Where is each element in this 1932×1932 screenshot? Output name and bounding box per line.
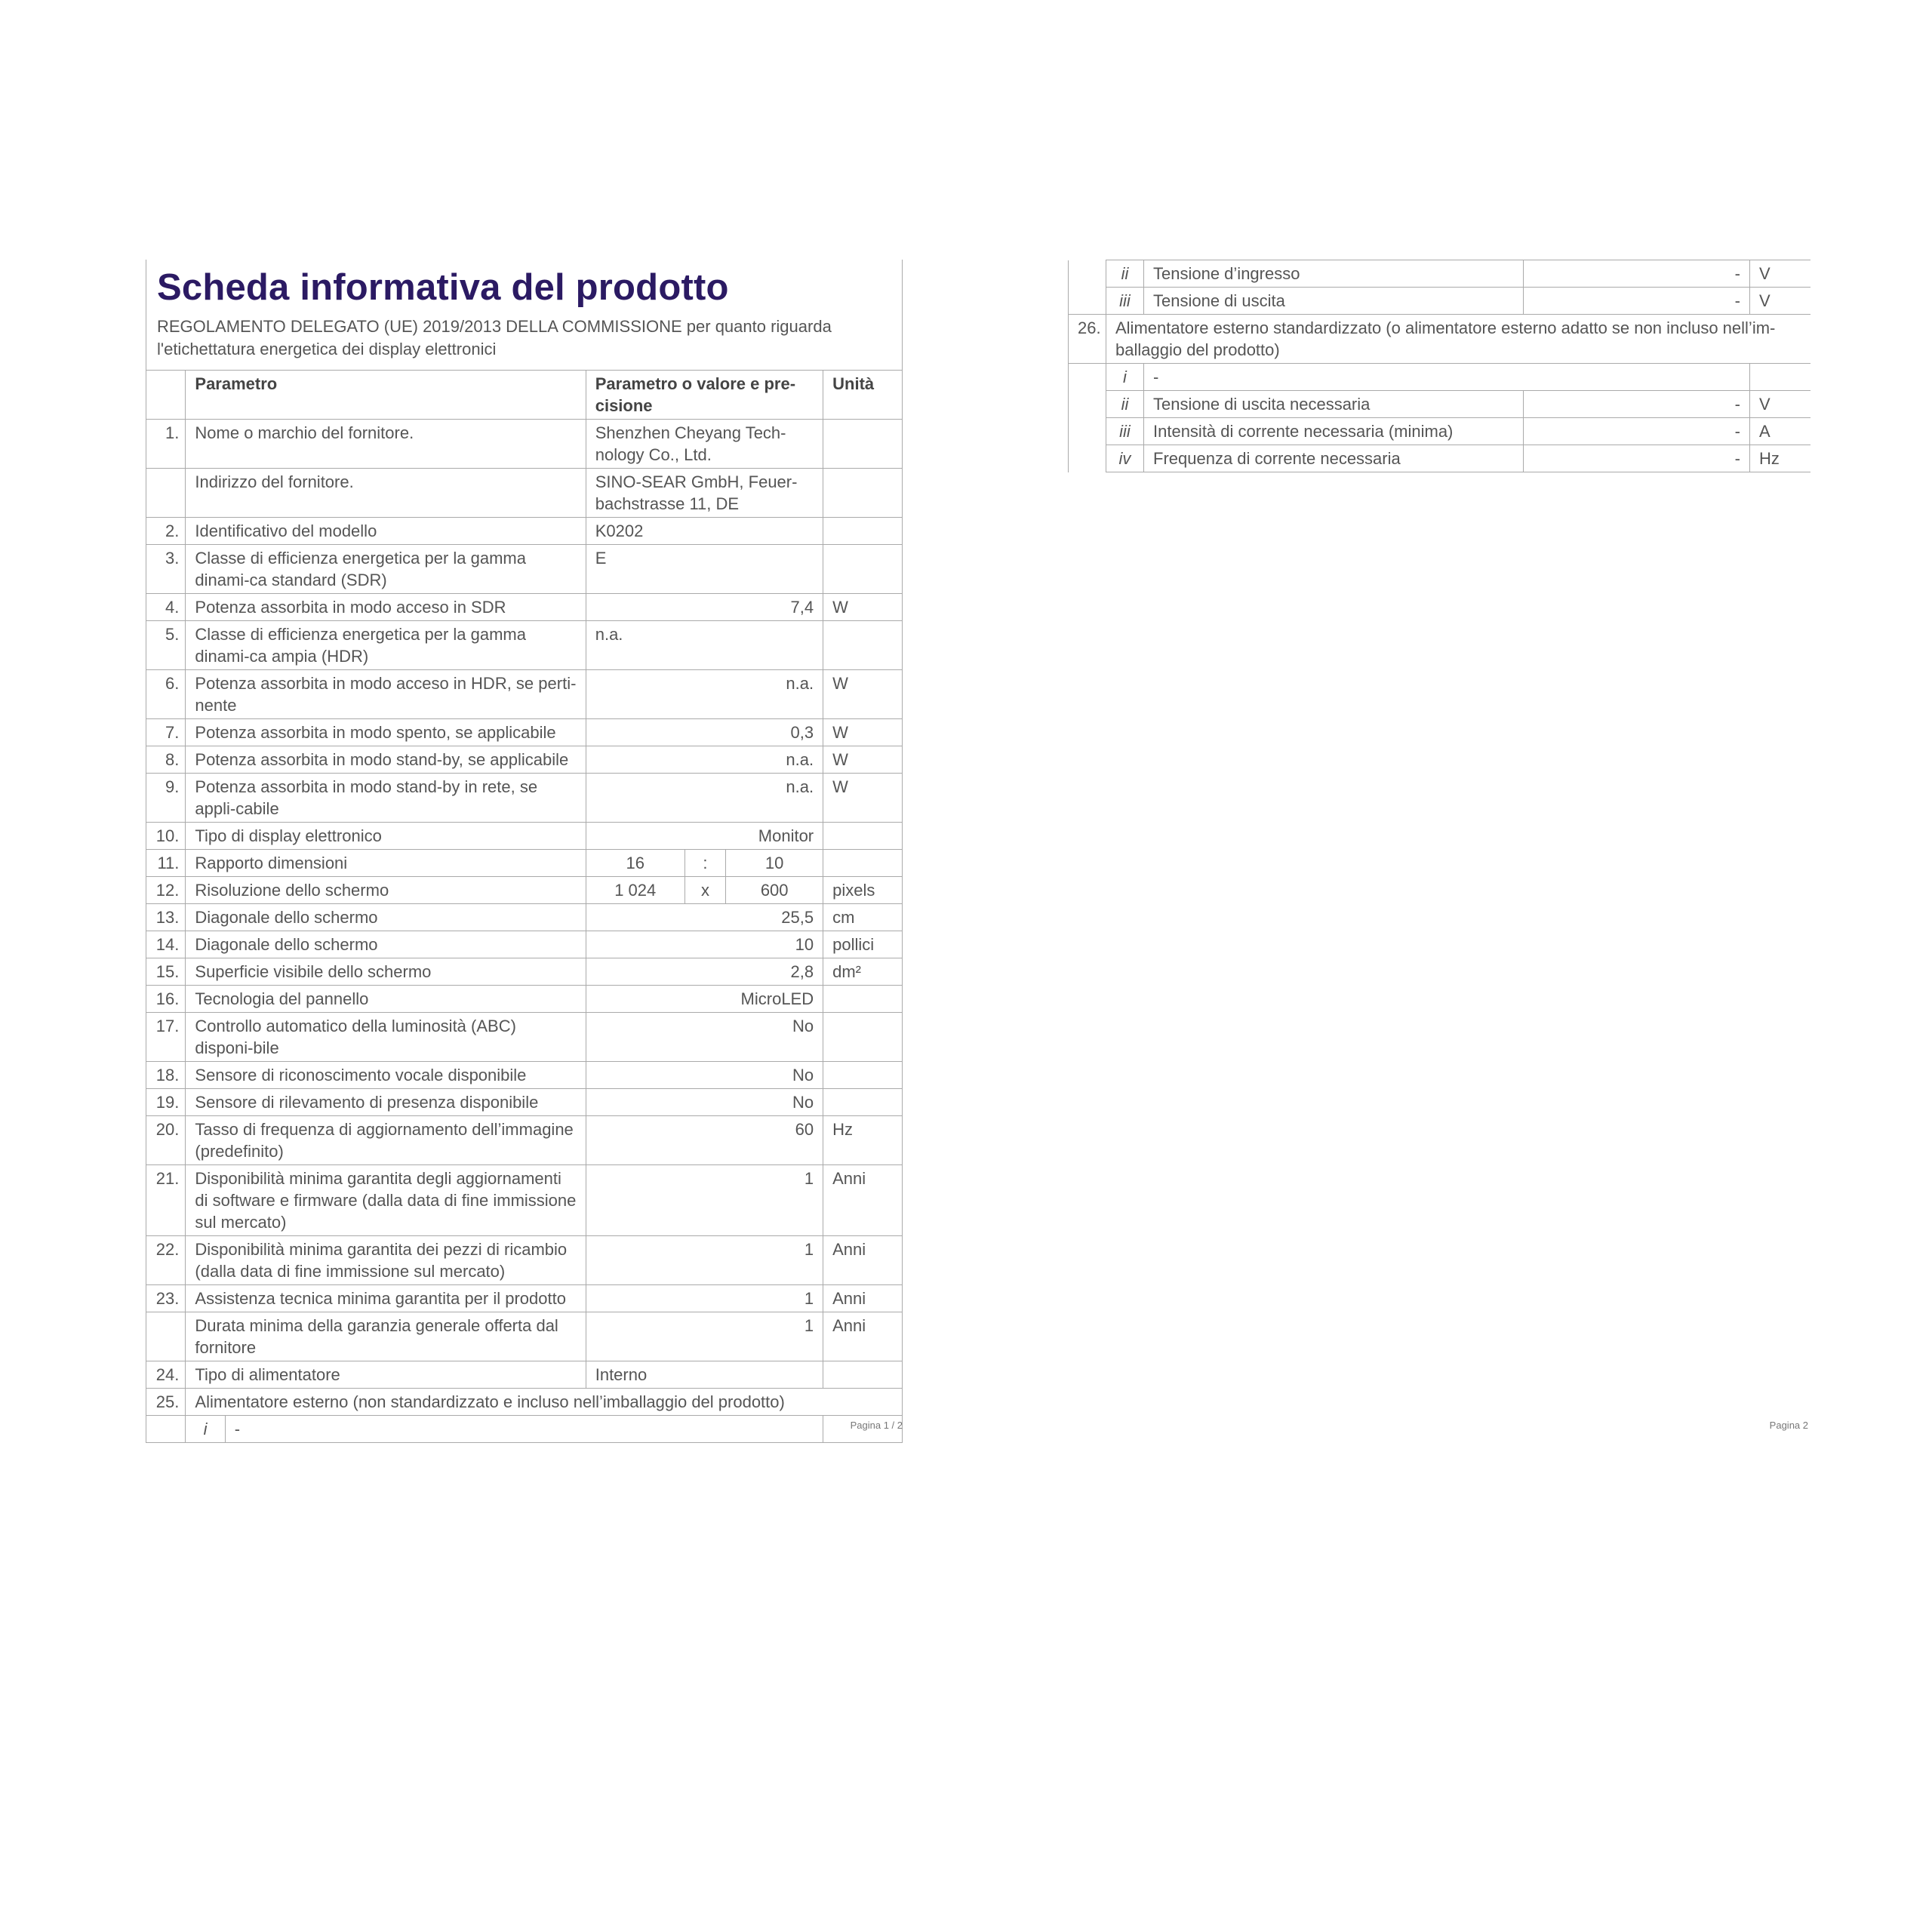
row-number bbox=[1069, 391, 1106, 418]
table-row bbox=[146, 1285, 903, 1312]
row-value: SINO-SEAR GmbH, Feuer-bachstrasse 11, DE bbox=[586, 469, 823, 518]
row-value-a: 1 024 bbox=[586, 877, 685, 904]
row-parameter: Tecnologia del pannello bbox=[186, 986, 586, 1013]
row-number: 26. bbox=[1069, 315, 1106, 364]
row-unit bbox=[823, 621, 903, 670]
row-value: n.a. bbox=[586, 670, 823, 719]
row-number: 12. bbox=[146, 877, 186, 904]
row-unit: W bbox=[823, 774, 903, 823]
row-number: 2. bbox=[146, 518, 186, 545]
row-value: 0,3 bbox=[586, 719, 823, 746]
row-value: 7,4 bbox=[586, 594, 823, 621]
row-number: 18. bbox=[146, 1062, 186, 1089]
row-number: 21. bbox=[146, 1165, 186, 1236]
row-value: 2,8 bbox=[586, 958, 823, 986]
row-unit bbox=[823, 469, 903, 518]
row-number: 6. bbox=[146, 670, 186, 719]
row-unit bbox=[823, 518, 903, 545]
row-value: - bbox=[1524, 260, 1750, 288]
row-number: 17. bbox=[146, 1013, 186, 1062]
row-parameter: Nome o marchio del fornitore. bbox=[186, 420, 586, 469]
table-row bbox=[1069, 364, 1810, 391]
table-row bbox=[146, 823, 903, 850]
power-supply-table bbox=[1068, 260, 1810, 472]
row-parameter: Diagonale dello schermo bbox=[186, 904, 586, 931]
row-unit: Hz bbox=[823, 1116, 903, 1165]
row-number bbox=[1069, 260, 1106, 288]
row-value: n.a. bbox=[586, 746, 823, 774]
table-row bbox=[146, 986, 903, 1013]
row-unit: V bbox=[1750, 260, 1810, 288]
table-header-row bbox=[146, 371, 903, 420]
row-number: 22. bbox=[146, 1236, 186, 1285]
row-parameter: Disponibilità minima garantita degli aggiornamenti di software e firmware (dalla data di fine immissione sul mercato) bbox=[186, 1165, 586, 1236]
row-number: 13. bbox=[146, 904, 186, 931]
row-unit: Anni bbox=[823, 1285, 903, 1312]
row-parameter: Classe di efficienza energetica per la gamma dinami-ca standard (SDR) bbox=[186, 545, 586, 594]
table-row bbox=[146, 545, 903, 594]
table-row bbox=[1069, 288, 1810, 315]
row-unit: pollici bbox=[823, 931, 903, 958]
page-2-footer: Pagina 2 bbox=[1769, 1420, 1808, 1431]
row-number: 9. bbox=[146, 774, 186, 823]
row-value: 1 bbox=[586, 1236, 823, 1285]
table-row bbox=[146, 877, 903, 904]
row-value: - bbox=[1524, 445, 1750, 472]
table-row bbox=[146, 1089, 903, 1116]
row-parameter: Tipo di display elettronico bbox=[186, 823, 586, 850]
row-value: K0202 bbox=[586, 518, 823, 545]
row-value-separator: x bbox=[685, 877, 726, 904]
header-param: Parametro bbox=[186, 371, 586, 420]
row-number: 16. bbox=[146, 986, 186, 1013]
row-unit: Anni bbox=[823, 1312, 903, 1361]
row-number bbox=[1069, 288, 1106, 315]
row-parameter: Potenza assorbita in modo stand-by, se applicabile bbox=[186, 746, 586, 774]
row-parameter: Risoluzione dello schermo bbox=[186, 877, 586, 904]
table-row bbox=[146, 850, 903, 877]
row-parameter: Tensione d’ingresso bbox=[1144, 260, 1524, 288]
row-parameter: Sensore di rilevamento di presenza disponibile bbox=[186, 1089, 586, 1116]
row-number: 11. bbox=[146, 850, 186, 877]
table-row bbox=[146, 1389, 903, 1416]
row-number bbox=[1069, 418, 1106, 445]
page-1-header bbox=[146, 260, 903, 370]
row-value: 1 bbox=[586, 1285, 823, 1312]
table-row bbox=[1069, 391, 1810, 418]
row-number bbox=[1069, 445, 1106, 472]
row-value: - bbox=[1524, 288, 1750, 315]
row-value: Monitor bbox=[586, 823, 823, 850]
table-row bbox=[146, 1165, 903, 1236]
table-row bbox=[1069, 315, 1810, 364]
row-parameter: Durata minima della garanzia generale offerta dal fornitore bbox=[186, 1312, 586, 1361]
row-value-a: 16 bbox=[586, 850, 685, 877]
row-unit bbox=[823, 420, 903, 469]
row-parameter: Frequenza di corrente necessaria bbox=[1144, 445, 1524, 472]
row-parameter: Tipo di alimentatore bbox=[186, 1361, 586, 1389]
table-row bbox=[146, 594, 903, 621]
row-subindex: ii bbox=[1106, 260, 1144, 288]
row-value: 1 bbox=[586, 1312, 823, 1361]
row-unit: V bbox=[1750, 391, 1810, 418]
row-unit: pixels bbox=[823, 877, 903, 904]
table-row bbox=[1069, 418, 1810, 445]
row-parameter: Potenza assorbita in modo acceso in HDR, se perti-nente bbox=[186, 670, 586, 719]
row-parameter: Alimentatore esterno standardizzato (o alimentatore esterno adatto se non incluso nell’im-ballaggio del prodotto) bbox=[1106, 315, 1810, 364]
row-unit: W bbox=[823, 746, 903, 774]
row-subindex: i bbox=[186, 1416, 225, 1443]
row-parameter: Tensione di uscita necessaria bbox=[1144, 391, 1524, 418]
row-unit: W bbox=[823, 594, 903, 621]
row-number bbox=[146, 1416, 186, 1443]
row-subindex: iii bbox=[1106, 288, 1144, 315]
row-unit: W bbox=[823, 670, 903, 719]
row-subindex: ii bbox=[1106, 391, 1144, 418]
table-row bbox=[146, 469, 903, 518]
row-number: 15. bbox=[146, 958, 186, 986]
document-subtitle: REGOLAMENTO DELEGATO (UE) 2019/2013 DELLA COMMISSIONE per quanto riguarda l'etichettatura energetica dei display elettronici bbox=[157, 317, 832, 358]
row-value-b: 10 bbox=[726, 850, 823, 877]
row-number: 8. bbox=[146, 746, 186, 774]
row-parameter: Potenza assorbita in modo stand-by in rete, se appli-cabile bbox=[186, 774, 586, 823]
row-parameter: Indirizzo del fornitore. bbox=[186, 469, 586, 518]
table-row bbox=[146, 1013, 903, 1062]
row-number: 3. bbox=[146, 545, 186, 594]
row-parameter: Potenza assorbita in modo acceso in SDR bbox=[186, 594, 586, 621]
row-parameter: Assistenza tecnica minima garantita per il prodotto bbox=[186, 1285, 586, 1312]
row-unit bbox=[823, 850, 903, 877]
row-unit: Hz bbox=[1750, 445, 1810, 472]
row-unit bbox=[823, 823, 903, 850]
row-number: 24. bbox=[146, 1361, 186, 1389]
row-value: No bbox=[586, 1089, 823, 1116]
page-1 bbox=[146, 260, 903, 1443]
row-parameter: - bbox=[1144, 364, 1750, 391]
row-unit bbox=[1750, 364, 1810, 391]
row-unit bbox=[823, 1062, 903, 1089]
row-unit: W bbox=[823, 719, 903, 746]
row-number bbox=[1069, 364, 1106, 391]
page-2 bbox=[1068, 260, 1810, 472]
row-value: 1 bbox=[586, 1165, 823, 1236]
row-unit bbox=[823, 986, 903, 1013]
row-parameter: Tensione di uscita bbox=[1144, 288, 1524, 315]
row-number bbox=[146, 469, 186, 518]
row-number: 20. bbox=[146, 1116, 186, 1165]
row-number: 10. bbox=[146, 823, 186, 850]
row-value: Shenzhen Cheyang Tech-nology Co., Ltd. bbox=[586, 420, 823, 469]
row-parameter: Superficie visibile dello schermo bbox=[186, 958, 586, 986]
page-1-footer: Pagina 1 / 2 bbox=[850, 1420, 903, 1431]
row-parameter: Identificativo del modello bbox=[186, 518, 586, 545]
row-number: 1. bbox=[146, 420, 186, 469]
table-row bbox=[146, 1116, 903, 1165]
row-parameter: Disponibilità minima garantita dei pezzi di ricambio (dalla data di fine immissione sul mercato) bbox=[186, 1236, 586, 1285]
table-row bbox=[146, 774, 903, 823]
table-row bbox=[146, 670, 903, 719]
product-info-table bbox=[146, 370, 903, 1443]
row-value: 10 bbox=[586, 931, 823, 958]
table-row bbox=[1069, 260, 1810, 288]
table-row bbox=[146, 1361, 903, 1389]
row-number: 5. bbox=[146, 621, 186, 670]
row-value: Interno bbox=[586, 1361, 823, 1389]
row-value: 60 bbox=[586, 1116, 823, 1165]
row-parameter: Classe di efficienza energetica per la gamma dinami-ca ampia (HDR) bbox=[186, 621, 586, 670]
row-value: n.a. bbox=[586, 774, 823, 823]
row-number: 23. bbox=[146, 1285, 186, 1312]
row-parameter: Diagonale dello schermo bbox=[186, 931, 586, 958]
row-value-b: 600 bbox=[726, 877, 823, 904]
row-unit bbox=[823, 545, 903, 594]
row-subindex: iv bbox=[1106, 445, 1144, 472]
table-row bbox=[146, 1312, 903, 1361]
row-parameter: Controllo automatico della luminosità (ABC) disponi-bile bbox=[186, 1013, 586, 1062]
row-value: n.a. bbox=[586, 621, 823, 670]
row-unit: dm² bbox=[823, 958, 903, 986]
table-row bbox=[146, 904, 903, 931]
row-subindex: i bbox=[1106, 364, 1144, 391]
table-row bbox=[146, 1236, 903, 1285]
row-value: No bbox=[586, 1062, 823, 1089]
row-parameter: Rapporto dimensioni bbox=[186, 850, 586, 877]
header-unit: Unità bbox=[823, 371, 903, 420]
row-value-separator: : bbox=[685, 850, 726, 877]
table-row bbox=[146, 1062, 903, 1089]
row-unit: Anni bbox=[823, 1165, 903, 1236]
row-unit bbox=[823, 1089, 903, 1116]
row-value: No bbox=[586, 1013, 823, 1062]
row-number bbox=[146, 1312, 186, 1361]
row-number: 7. bbox=[146, 719, 186, 746]
row-number: 14. bbox=[146, 931, 186, 958]
row-unit: Anni bbox=[823, 1236, 903, 1285]
table-row bbox=[146, 518, 903, 545]
table-row bbox=[146, 621, 903, 670]
row-value: E bbox=[586, 545, 823, 594]
table-row bbox=[146, 746, 903, 774]
table-row bbox=[146, 420, 903, 469]
row-unit: cm bbox=[823, 904, 903, 931]
row-parameter: Sensore di riconoscimento vocale disponibile bbox=[186, 1062, 586, 1089]
row-number: 19. bbox=[146, 1089, 186, 1116]
row-value: MicroLED bbox=[586, 986, 823, 1013]
row-value: 25,5 bbox=[586, 904, 823, 931]
table-row bbox=[146, 931, 903, 958]
row-unit: V bbox=[1750, 288, 1810, 315]
table-row bbox=[146, 719, 903, 746]
row-number: 4. bbox=[146, 594, 186, 621]
document-title: Scheda informativa del prodotto bbox=[157, 267, 729, 308]
row-value: - bbox=[1524, 418, 1750, 445]
row-number: 25. bbox=[146, 1389, 186, 1416]
header-value: Parametro o valore e pre-cisione bbox=[586, 371, 823, 420]
row-subindex: iii bbox=[1106, 418, 1144, 445]
table-row bbox=[146, 958, 903, 986]
row-value: - bbox=[1524, 391, 1750, 418]
row-parameter: - bbox=[225, 1416, 823, 1443]
row-parameter: Potenza assorbita in modo spento, se applicabile bbox=[186, 719, 586, 746]
header-number bbox=[146, 371, 186, 420]
row-unit bbox=[823, 1361, 903, 1389]
row-unit: A bbox=[1750, 418, 1810, 445]
row-unit bbox=[823, 1013, 903, 1062]
row-parameter: Intensità di corrente necessaria (minima) bbox=[1144, 418, 1524, 445]
table-row bbox=[1069, 445, 1810, 472]
row-parameter: Tasso di frequenza di aggiornamento dell’immagine (predefinito) bbox=[186, 1116, 586, 1165]
row-parameter: Alimentatore esterno (non standardizzato e incluso nell’imballaggio del prodotto) bbox=[186, 1389, 903, 1416]
